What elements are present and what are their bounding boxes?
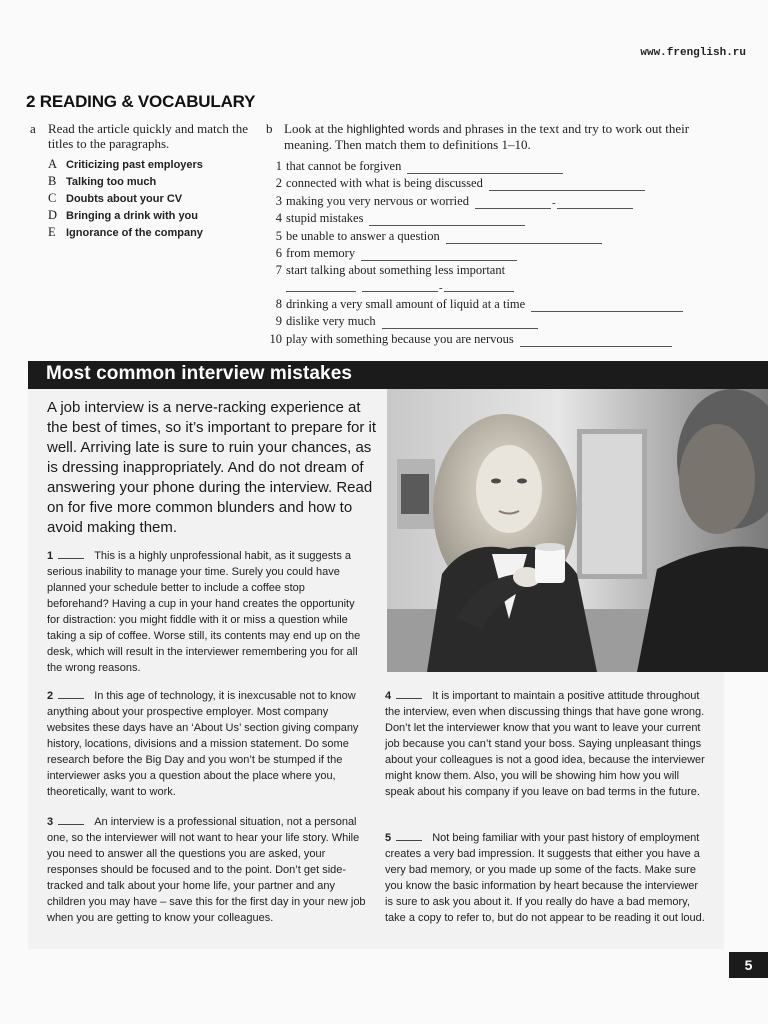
- answer-blank[interactable]: [446, 234, 602, 244]
- paragraph-title-blank[interactable]: [396, 690, 422, 699]
- article-title: Most common interview mistakes: [46, 363, 353, 384]
- site-url: www.frenglish.ru: [640, 47, 746, 59]
- definition-item: 10 play with something because you are nervous: [266, 329, 736, 347]
- definition-item: 8 drinking a very small amount of liquid at a time: [266, 294, 736, 312]
- paragraph-title-blank[interactable]: [396, 832, 422, 841]
- page-number: 5: [729, 952, 768, 978]
- answer-blank[interactable]: [557, 199, 633, 209]
- article-paragraph-5: 5 Not being familiar with your past history of employment creates a very bad impression. It suggests that either you have a very bad memory, or you made up some of the facts. Make sure you know the basic information by heart because the interviewer is sure to ask you about it. If you really do have a bad memory, take a copy to refer to, but do not appear to be reading it out loud.: [385, 832, 705, 924]
- definition-item: 6 from memory: [266, 244, 736, 262]
- section-title: [26, 92, 255, 112]
- paragraph-title-blank[interactable]: [58, 550, 84, 559]
- definition-item: 2 connected with what is being discussed: [266, 174, 736, 192]
- title-options: [48, 156, 255, 241]
- answer-blank[interactable]: [382, 319, 538, 329]
- definition-item: 1 that cannot be forgiven: [266, 156, 736, 174]
- highlighted-word: highlighted: [346, 122, 405, 136]
- definitions-list: [266, 156, 736, 347]
- title-option: E Ignorance of the company: [48, 225, 203, 239]
- interview-photo: [387, 389, 768, 672]
- answer-blank[interactable]: [362, 282, 438, 292]
- answer-blank[interactable]: [444, 282, 514, 292]
- section-heading: READING & VOCABULARY: [39, 92, 256, 111]
- article-paragraph-4: 4 It is important to maintain a positive attitude throughout the interview, even when discussing things that have gone wrong. Don’t let the interviewer know that you want to leave your current job because you can’t stand your boss. Saying unpleasant things about your colleagues is not a good idea, because the interviewer might know them. Also, you will be showing him how you will speak about his company if you leave on bad terms in the future.: [385, 690, 705, 798]
- answer-blank[interactable]: [531, 302, 683, 312]
- definition-item: 5 be unable to answer a question: [266, 226, 736, 244]
- section-number: 2: [26, 92, 36, 111]
- answer-blank[interactable]: [361, 251, 517, 261]
- article-paragraph-3: 3 An interview is a professional situation, not a personal one, so the interviewer will not want to hear your life story. While you need to answer all the questions you are asked, your responses should be focused and to the point. Don’t get side-tracked and talk about your home life, your partner and any children you may have – save this for the first day in your new job when you are getting to know your colleagues.: [47, 816, 366, 924]
- paragraph-title-blank[interactable]: [58, 816, 84, 825]
- answer-blank[interactable]: [520, 337, 672, 347]
- interview-photo-illustration: [387, 389, 768, 672]
- title-option: A Criticizing past employers: [48, 157, 203, 171]
- definition-item: 3 making you very nervous or worried -: [266, 191, 736, 209]
- article-intro: A job interview is a nerve-racking experience at the best of times, so it’s important to prepare for it well. Arriving late is sure to ruin your chances, as is dressing inappropriately. And do not dream of answering your phone during the interview. Read on for five more common blunders and how to avoid making them.: [47, 399, 377, 536]
- article-paragraph-1: 1 This is a highly unprofessional habit, as it suggests a serious inability to manage your time. Surely you could have planned your schedule better to include a coffee stop beforehand? Having a cup in your hand creates the opportunity for distraction: you might fiddle with it or miss a question while taking a sip of coffee. Worse still, its contents may end up on the desk, which will result in the interviewer remembering you for all the wrong reasons.: [47, 550, 361, 674]
- exercise-a-letter: a: [30, 121, 36, 136]
- title-option: D Bringing a drink with you: [48, 208, 198, 222]
- title-option: C Doubts about your CV: [48, 191, 183, 205]
- title-option: B Talking too much: [48, 174, 157, 188]
- exercise-b: [266, 121, 736, 347]
- exercise-b-letter: b: [266, 121, 273, 136]
- definition-item: 9 dislike very much: [266, 312, 736, 330]
- definition-item: 4 stupid mistakes: [266, 209, 736, 227]
- exercise-b-instruction: Look at the highlighted words and phrases in the text and try to work out their meaning. Then match them to definitions 1–10.: [284, 121, 690, 152]
- exercise-a: [30, 121, 255, 241]
- answer-blank[interactable]: [369, 216, 525, 226]
- answer-blank[interactable]: [475, 199, 551, 209]
- answer-blank[interactable]: [407, 164, 563, 174]
- article-banner: [28, 361, 768, 389]
- answer-blank[interactable]: [286, 282, 356, 292]
- answer-blank[interactable]: [489, 181, 645, 191]
- definition-item: 7 start talking about something less important -: [266, 261, 736, 294]
- paragraph-title-blank[interactable]: [58, 690, 84, 699]
- exercise-a-instruction: Read the article quickly and match the titles to the paragraphs.: [48, 121, 248, 151]
- article-paragraph-2: 2 In this age of technology, it is inexcusable not to know anything about your prospective employer. Most company websites these days have an ‘About Us’ section giving company history, locations, divisions and a mission statement. Do some research before the Big Day and you won’t be stumped if the interviewer asks you a question about the place where you, theoretically, want to work.: [47, 690, 359, 798]
